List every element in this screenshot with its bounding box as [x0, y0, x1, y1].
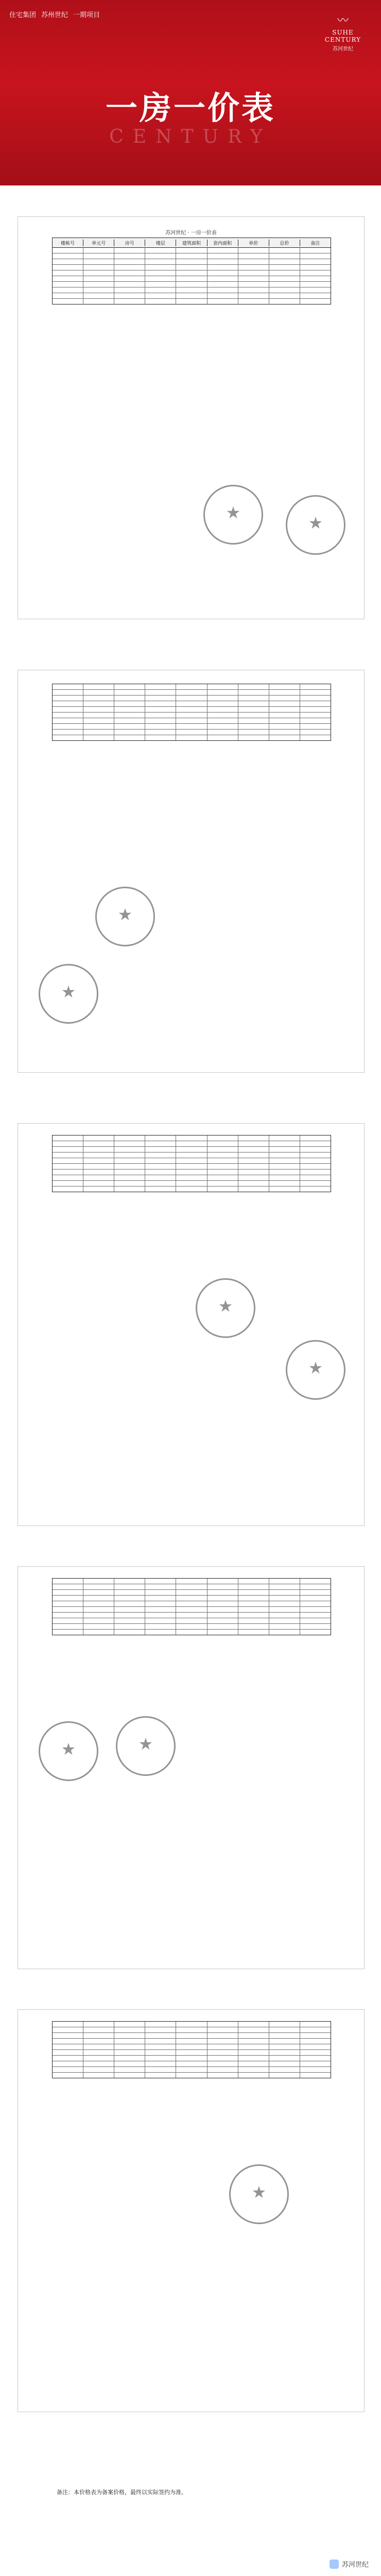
document-page-3: [18, 1123, 365, 1526]
col-room: 房号: [114, 240, 145, 246]
official-seal-icon: [203, 485, 263, 545]
brand-logo-icon: [330, 2560, 339, 2569]
col-unit: 单元号: [83, 240, 114, 246]
table-body-1: [53, 248, 331, 304]
footer-logo-text: 苏河世纪: [341, 2561, 369, 2569]
document-page-1: [18, 216, 365, 619]
sheet-caption: 苏河世纪 · 一房一价表: [165, 230, 217, 236]
official-seal-icon: [95, 887, 155, 946]
official-seal-icon: [229, 2164, 289, 2224]
brand-mark-icon: 〰: [337, 14, 349, 27]
table-header: [53, 238, 331, 248]
col-unit-price: 单价: [238, 240, 269, 246]
left-brand: 住宅集团: [9, 11, 37, 19]
price-table-2: [52, 684, 331, 741]
header: [0, 0, 381, 185]
left-sub1: 苏州世纪: [41, 11, 68, 19]
brand-cn: 苏河世纪: [333, 46, 353, 52]
col-note: 备注: [310, 241, 320, 246]
official-seal-icon: [286, 1340, 345, 1400]
document-page-2: [18, 670, 365, 1073]
official-seal-icon: [286, 495, 345, 555]
page-title: 一房一价表: [105, 89, 275, 127]
brand-en: SUHE CENTURY: [324, 29, 361, 43]
document-page-4: [18, 1566, 365, 1969]
price-table-5: [52, 2021, 331, 2078]
official-seal-icon: [196, 1278, 255, 1338]
col-area: 建筑面积: [176, 240, 207, 246]
col-total: 总价: [269, 240, 300, 246]
official-seal-icon: [39, 964, 98, 1024]
official-seal-icon: [116, 1716, 176, 1776]
header-watermark: CENTURY: [109, 126, 272, 147]
footnote: 备注：本价格表为备案价格，最终以实际签约为准。: [57, 2489, 187, 2496]
header-left-brand: [9, 9, 100, 19]
brand-block: [317, 15, 369, 52]
col-building: 楼栋号: [53, 240, 83, 246]
price-table-4: [52, 1578, 331, 1635]
document-page-5: [18, 2009, 365, 2412]
col-inner-area: 套内面积: [207, 240, 238, 246]
price-table-3: [52, 1135, 331, 1192]
left-sub2: 一期项目: [73, 11, 100, 19]
col-floor: 楼层: [145, 240, 176, 246]
footer-logo: [330, 2559, 369, 2569]
price-table-1: [52, 238, 331, 304]
official-seal-icon: [39, 1721, 98, 1781]
